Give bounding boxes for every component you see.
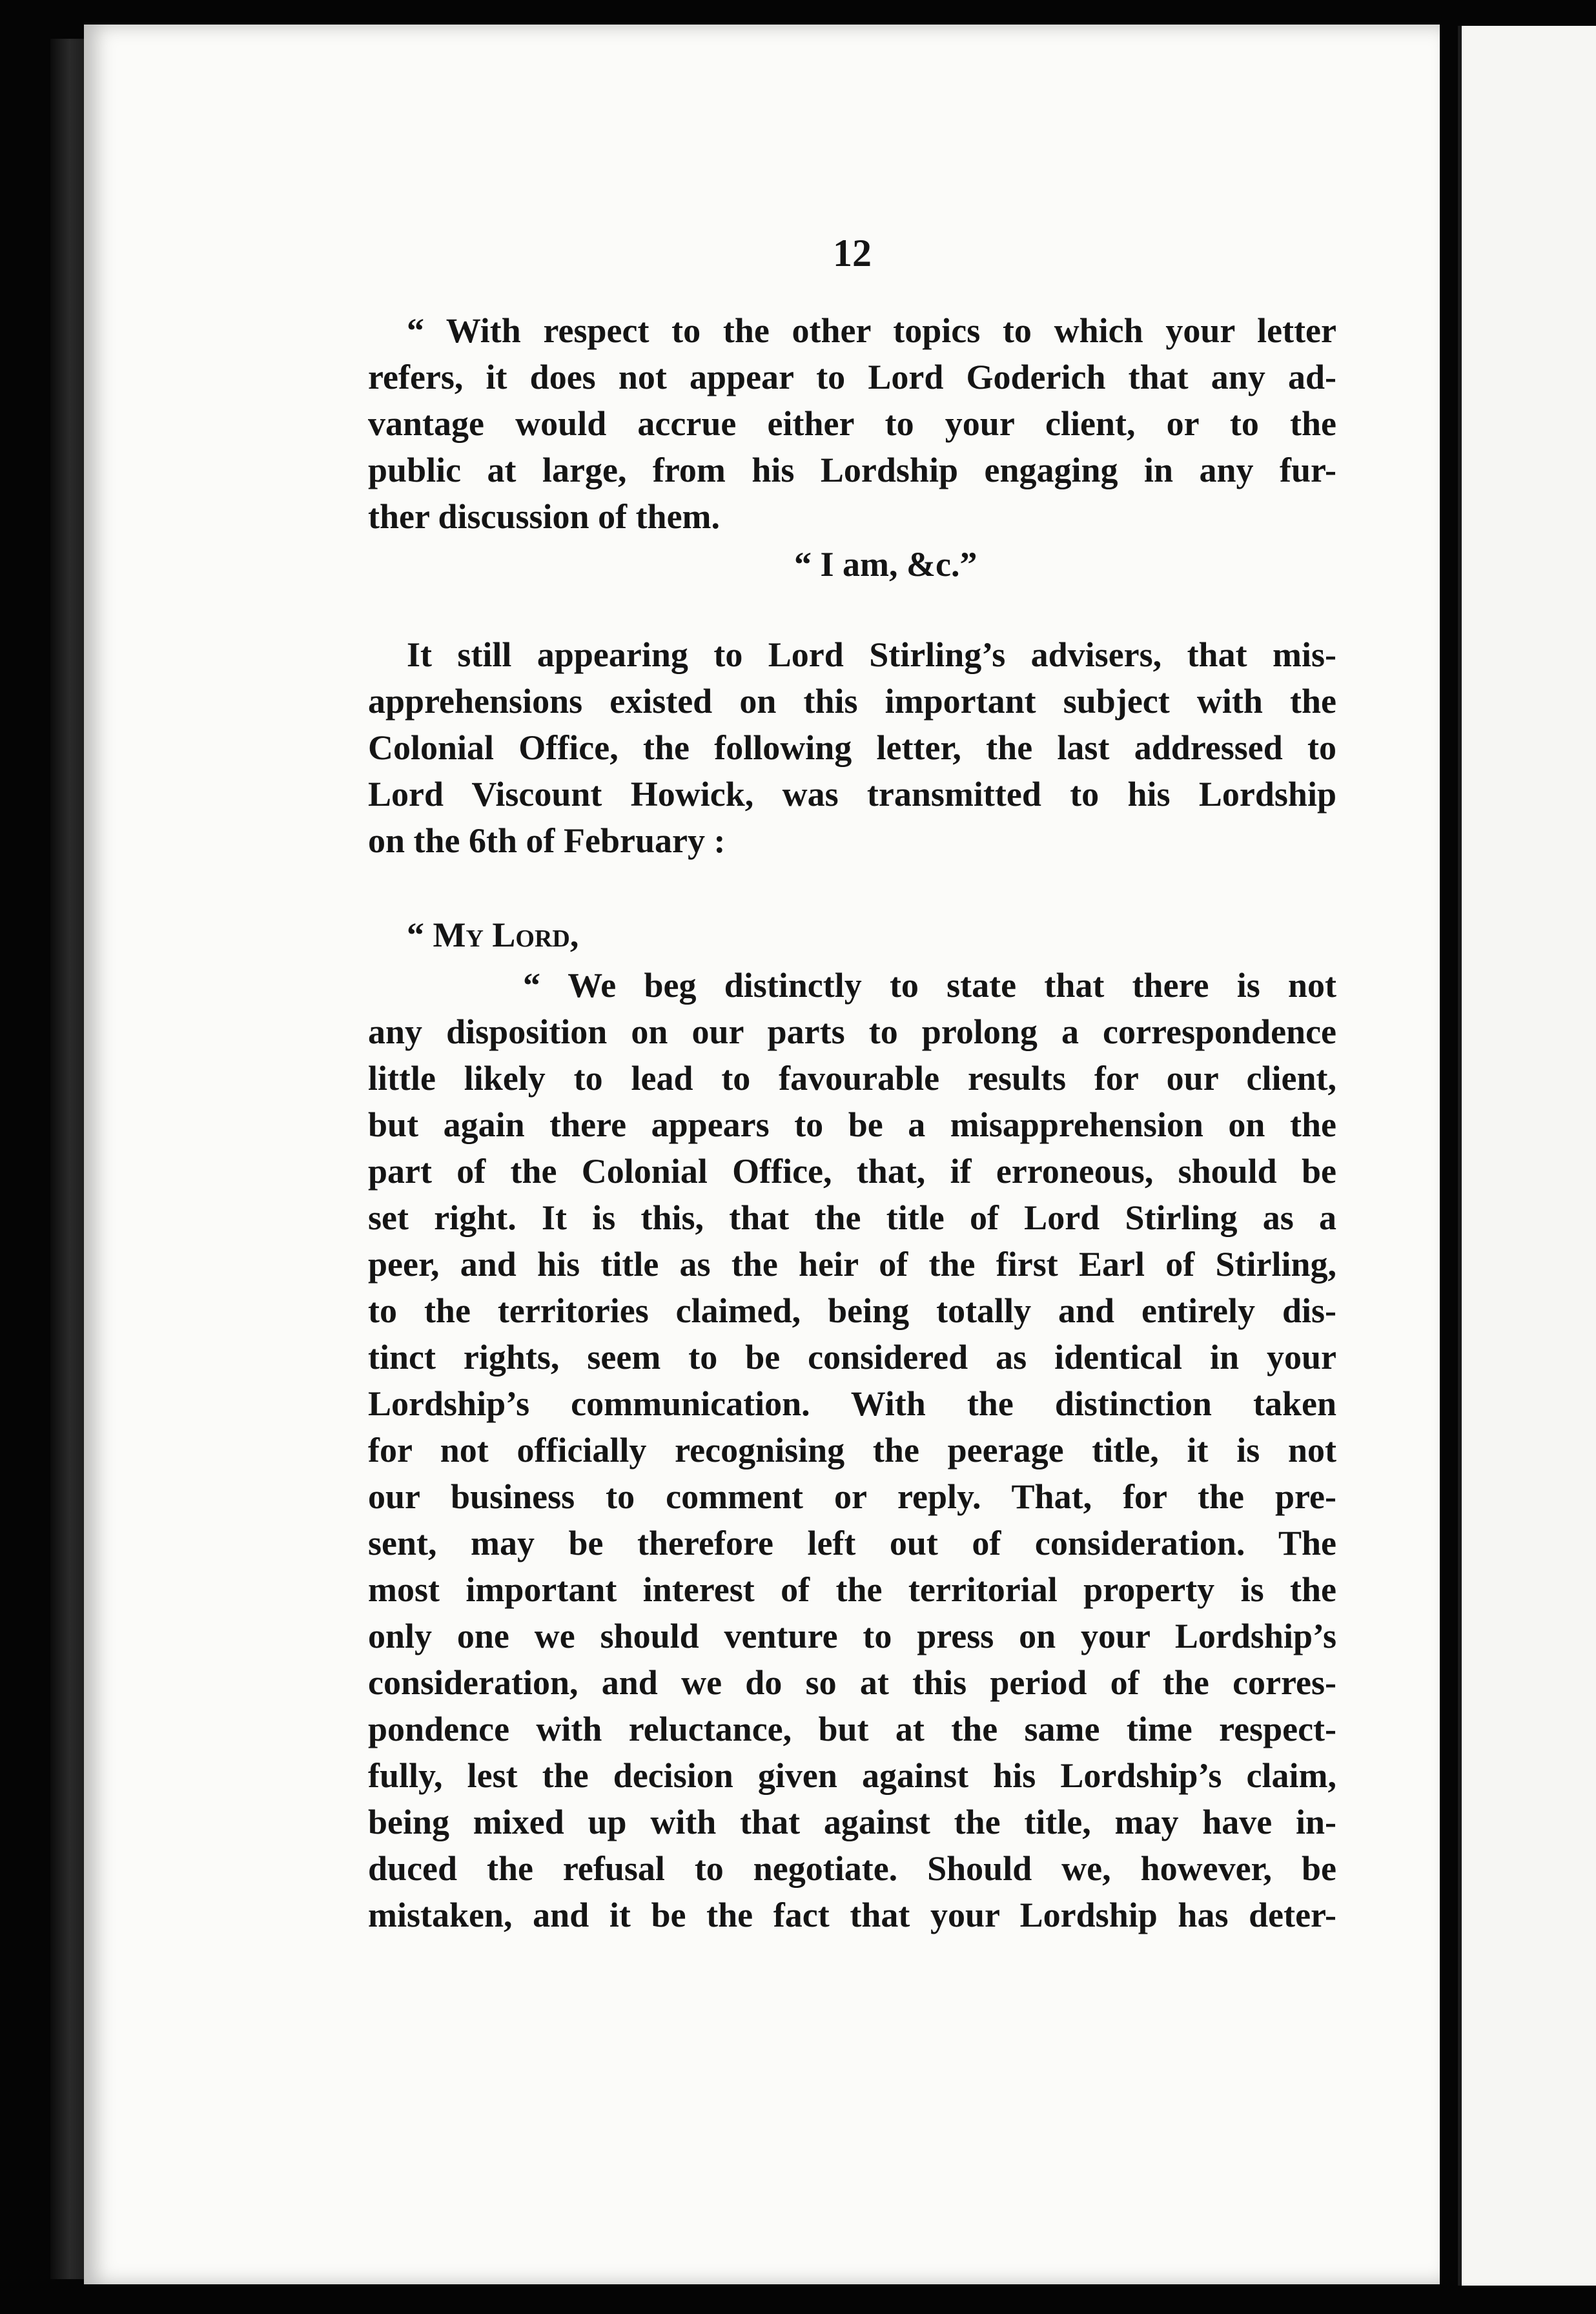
text-line: being mixed up with that against the title, may have in-: [368, 1803, 1336, 1841]
text-line: pondence with reluctance, but at the same time respect-: [368, 1710, 1336, 1748]
text-line: our business to comment or reply. That, for the pre-: [368, 1477, 1336, 1516]
text-line: peer, and his title as the heir of the first Earl of Stirling,: [368, 1245, 1336, 1284]
text-line: Lordship’s communication. With the distinction taken: [368, 1384, 1336, 1423]
text-line: apprehensions existed on this important subject with the: [368, 682, 1336, 721]
text-line: little likely to lead to favourable results for our client,: [368, 1059, 1336, 1098]
text-line: Lord Viscount Howick, was transmitted to his Lordship: [368, 775, 1336, 814]
text-line: refers, it does not appear to Lord Goderich that any ad-: [368, 358, 1336, 396]
text-line: “ With respect to the other topics to which your letter: [407, 311, 1336, 350]
book-binding: [50, 39, 89, 2279]
text-line: It still appearing to Lord Stirling’s advisers, that mis-: [407, 635, 1336, 674]
text-line: public at large, from his Lordship engaging in any fur-: [368, 451, 1336, 489]
text-line: any disposition on our parts to prolong a correspondence: [368, 1012, 1336, 1051]
text-line: “ We beg distinctly to state that there is not: [523, 966, 1336, 1005]
text-line: most important interest of the territorial property is the: [368, 1570, 1336, 1609]
text-line: ther discussion of them.: [368, 497, 721, 536]
text-line: to the territories claimed, being totally and entirely dis-: [368, 1291, 1336, 1330]
text-line: duced the refusal to negotiate. Should we, however, be: [368, 1849, 1336, 1888]
letter-salutation: “ My Lord,: [407, 916, 579, 954]
adjacent-page-edge: [1458, 26, 1596, 2286]
letter-closing: “ I am, &c.”: [794, 545, 977, 584]
text-line: vantage would accrue either to your client, or to the: [368, 404, 1336, 443]
text-line: set right. It is this, that the title of Lord Stirling as a: [368, 1198, 1336, 1237]
book-page: [84, 25, 1440, 2284]
text-line: for not officially recognising the peerage title, it is not: [368, 1431, 1336, 1469]
text-line: part of the Colonial Office, that, if erroneous, should be: [368, 1152, 1336, 1191]
text-line: tinct rights, seem to be considered as identical in your: [368, 1338, 1336, 1377]
text-line: fully, lest the decision given against his Lordship’s claim,: [368, 1756, 1336, 1795]
text-line: mistaken, and it be the fact that your Lordship has deter-: [368, 1896, 1336, 1934]
text-line: only one we should venture to press on your Lordship’s: [368, 1617, 1336, 1655]
text-line: Colonial Office, the following letter, the last addressed to: [368, 728, 1336, 767]
page-number: 12: [833, 232, 872, 274]
text-line: on the 6th of February :: [368, 821, 726, 860]
text-line: consideration, and we do so at this period of the corres-: [368, 1663, 1336, 1702]
text-line: sent, may be therefore left out of consideration. The: [368, 1524, 1336, 1562]
text-line: but again there appears to be a misapprehension on the: [368, 1105, 1336, 1144]
